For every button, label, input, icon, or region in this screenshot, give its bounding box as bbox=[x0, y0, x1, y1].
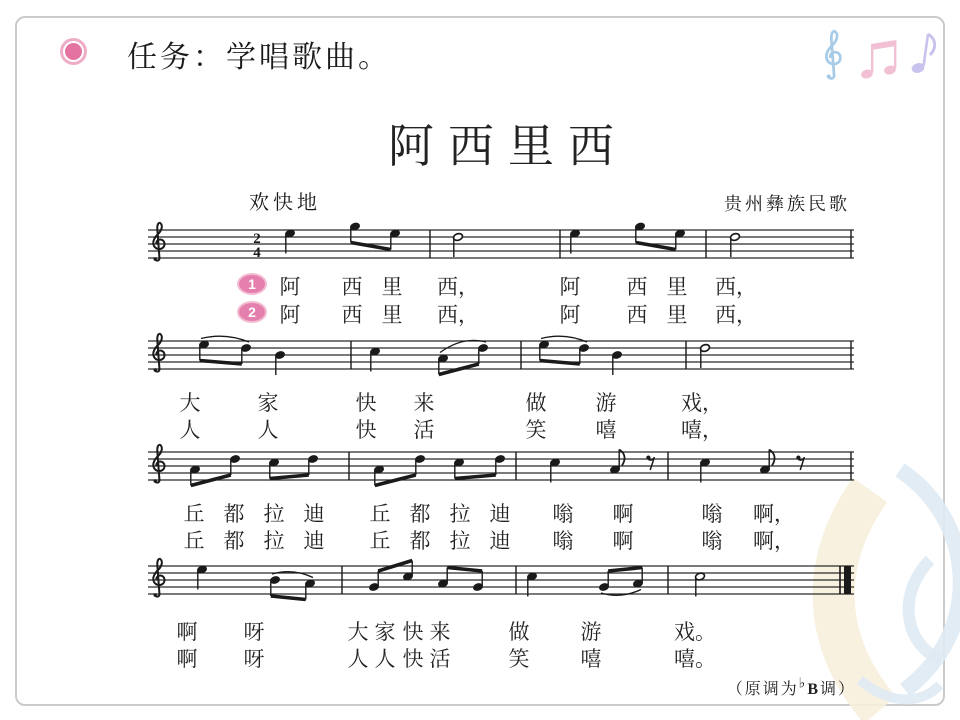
lyric-syllable: 嗡 bbox=[701, 502, 723, 526]
half-note bbox=[700, 344, 711, 368]
lyric-syllable: 家 bbox=[257, 391, 279, 415]
lyric-syllable: 拉 bbox=[449, 529, 471, 553]
lyric-syllable: 丘 bbox=[183, 502, 205, 526]
lyric-syllable: 来 bbox=[429, 620, 451, 644]
treble-clef-icon bbox=[153, 334, 164, 372]
lyric-syllable: 笑 bbox=[508, 647, 530, 671]
lyric-syllable: 做 bbox=[525, 391, 547, 415]
lyric-syllable: 家 bbox=[374, 620, 396, 644]
treble-clef-icon bbox=[153, 223, 164, 261]
lyric-syllable: 都 bbox=[223, 502, 245, 526]
lyric-syllable: 游 bbox=[595, 391, 617, 415]
lyric-syllable: 呀 bbox=[243, 647, 265, 671]
lyric-syllable: 嗡 bbox=[552, 502, 574, 526]
treble-clef-icon bbox=[153, 559, 164, 597]
lyric-syllable: 活 bbox=[429, 647, 451, 671]
lyric-syllable: 啊 bbox=[612, 529, 634, 553]
lyric-syllable: 里 bbox=[666, 303, 688, 327]
lyric-syllable: 里 bbox=[666, 275, 688, 299]
lyric-syllable: 西， bbox=[715, 303, 757, 327]
lyric-syllable: 活 bbox=[413, 418, 435, 442]
lyric-syllable: 啊， bbox=[753, 502, 795, 526]
beamed-eighth-pair bbox=[350, 222, 401, 249]
beamed-eighth-pair bbox=[635, 222, 686, 249]
lyric-syllable: 游 bbox=[580, 620, 602, 644]
eighth-note bbox=[610, 450, 625, 474]
lyric-syllable: 人 bbox=[347, 647, 369, 671]
song-title: 阿西里西 bbox=[388, 121, 628, 172]
lyric-syllable: 都 bbox=[223, 529, 245, 553]
lyric-syllable: 快 bbox=[402, 647, 424, 671]
lyric-syllable: 嗡 bbox=[701, 529, 723, 553]
lyric-syllable: 西， bbox=[437, 303, 479, 327]
lyric-syllable: 阿 bbox=[559, 303, 581, 327]
quarter-note bbox=[570, 229, 581, 253]
lyric-syllable: 嘻， bbox=[681, 418, 723, 442]
lyric-syllable: 嗡 bbox=[552, 529, 574, 553]
lyric-syllable: 迪 bbox=[303, 529, 325, 553]
lyric-syllable: 迪 bbox=[489, 502, 511, 526]
quarter-note bbox=[612, 351, 623, 375]
lyric-syllable: 阿 bbox=[279, 303, 301, 327]
verse-badge: 2 bbox=[237, 301, 267, 323]
lyric-syllable: 啊 bbox=[612, 502, 634, 526]
key-letter: B bbox=[807, 681, 820, 698]
lyric-syllable: 都 bbox=[409, 529, 431, 553]
lyric-syllable: 西 bbox=[626, 275, 648, 299]
lyric-syllable: 人 bbox=[374, 647, 396, 671]
quarter-note bbox=[275, 351, 286, 375]
song-credit: 贵州彝族民歌 bbox=[724, 194, 850, 214]
quarter-note bbox=[527, 572, 538, 596]
eighth-rest bbox=[646, 456, 654, 471]
eighth-note bbox=[760, 450, 775, 474]
quarter-note bbox=[700, 458, 711, 482]
beamed-eighth-pair bbox=[539, 336, 590, 364]
lyric-syllable: 大 bbox=[347, 620, 369, 644]
staff-system-2 bbox=[146, 329, 856, 381]
lyric-syllable: 拉 bbox=[263, 529, 285, 553]
lyric-syllable: 来 bbox=[413, 391, 435, 415]
svg-text:4: 4 bbox=[253, 245, 261, 261]
beamed-eighth-pair bbox=[599, 568, 644, 596]
lyric-syllable: 里 bbox=[381, 303, 403, 327]
lyric-syllable: 丘 bbox=[369, 529, 391, 553]
half-note bbox=[730, 233, 741, 257]
lyric-syllable: 拉 bbox=[449, 502, 471, 526]
lyric-syllable: 啊 bbox=[176, 647, 198, 671]
svg-text:2: 2 bbox=[253, 231, 261, 247]
lyric-syllable: 拉 bbox=[263, 502, 285, 526]
lyric-syllable: 阿 bbox=[279, 275, 301, 299]
verse-badge: 1 bbox=[237, 273, 267, 295]
lyric-syllable: 西 bbox=[341, 303, 363, 327]
lyric-syllable: 人 bbox=[257, 418, 279, 442]
lyric-syllable: 嘻 bbox=[580, 647, 602, 671]
lyric-syllable: 阿 bbox=[559, 275, 581, 299]
lyric-syllable: 西 bbox=[341, 275, 363, 299]
eighth-rest bbox=[796, 456, 804, 471]
flat-sign: ♭ bbox=[798, 676, 808, 692]
lyric-syllable: 快 bbox=[355, 391, 377, 415]
task-text: 任务：学唱歌曲。 bbox=[127, 41, 391, 74]
lyric-syllable: 快 bbox=[402, 620, 424, 644]
lyric-syllable: 西， bbox=[437, 275, 479, 299]
beamed-eighth-pair bbox=[199, 336, 252, 364]
quarter-note bbox=[285, 229, 296, 253]
quarter-note bbox=[370, 347, 381, 371]
key-footnote bbox=[600, 676, 856, 699]
half-note bbox=[695, 572, 706, 596]
footnote-suffix: 调） bbox=[819, 681, 856, 698]
lyric-syllable: 西， bbox=[715, 275, 757, 299]
lyric-syllable: 丘 bbox=[183, 529, 205, 553]
half-note bbox=[453, 233, 464, 257]
lyric-syllable: 都 bbox=[409, 502, 431, 526]
lyric-syllable: 戏， bbox=[681, 391, 723, 415]
lyric-syllable: 丘 bbox=[369, 502, 391, 526]
lyric-syllable: 嘻 bbox=[595, 418, 617, 442]
lyric-syllable: 里 bbox=[381, 275, 403, 299]
lyric-syllable: 快 bbox=[355, 418, 377, 442]
footnote-prefix: （原调为 bbox=[726, 681, 799, 698]
staff-system-3 bbox=[146, 440, 856, 492]
lyric-syllable: 人 bbox=[179, 418, 201, 442]
lyric-syllable: 笑 bbox=[525, 418, 547, 442]
beamed-eighth-pair bbox=[270, 572, 316, 600]
lyric-syllable: 迪 bbox=[489, 529, 511, 553]
lyric-syllable: 大 bbox=[179, 391, 201, 415]
lyric-syllable: 迪 bbox=[303, 502, 325, 526]
lyric-syllable: 戏。 bbox=[674, 620, 716, 644]
lyric-syllable: 呀 bbox=[243, 620, 265, 644]
tempo-marking: 欢快地 bbox=[249, 192, 321, 214]
quarter-note bbox=[197, 565, 208, 589]
staff-system-4 bbox=[146, 554, 856, 606]
lyric-syllable: 做 bbox=[508, 620, 530, 644]
staff-system-1 bbox=[146, 218, 856, 270]
lyric-syllable: 嘻。 bbox=[674, 647, 716, 671]
lyric-syllable: 啊 bbox=[176, 620, 198, 644]
quarter-note bbox=[550, 458, 561, 482]
lyric-syllable: 啊， bbox=[753, 529, 795, 553]
lyric-syllable: 西 bbox=[626, 303, 648, 327]
time-signature bbox=[253, 231, 261, 261]
treble-clef-icon bbox=[153, 445, 164, 483]
